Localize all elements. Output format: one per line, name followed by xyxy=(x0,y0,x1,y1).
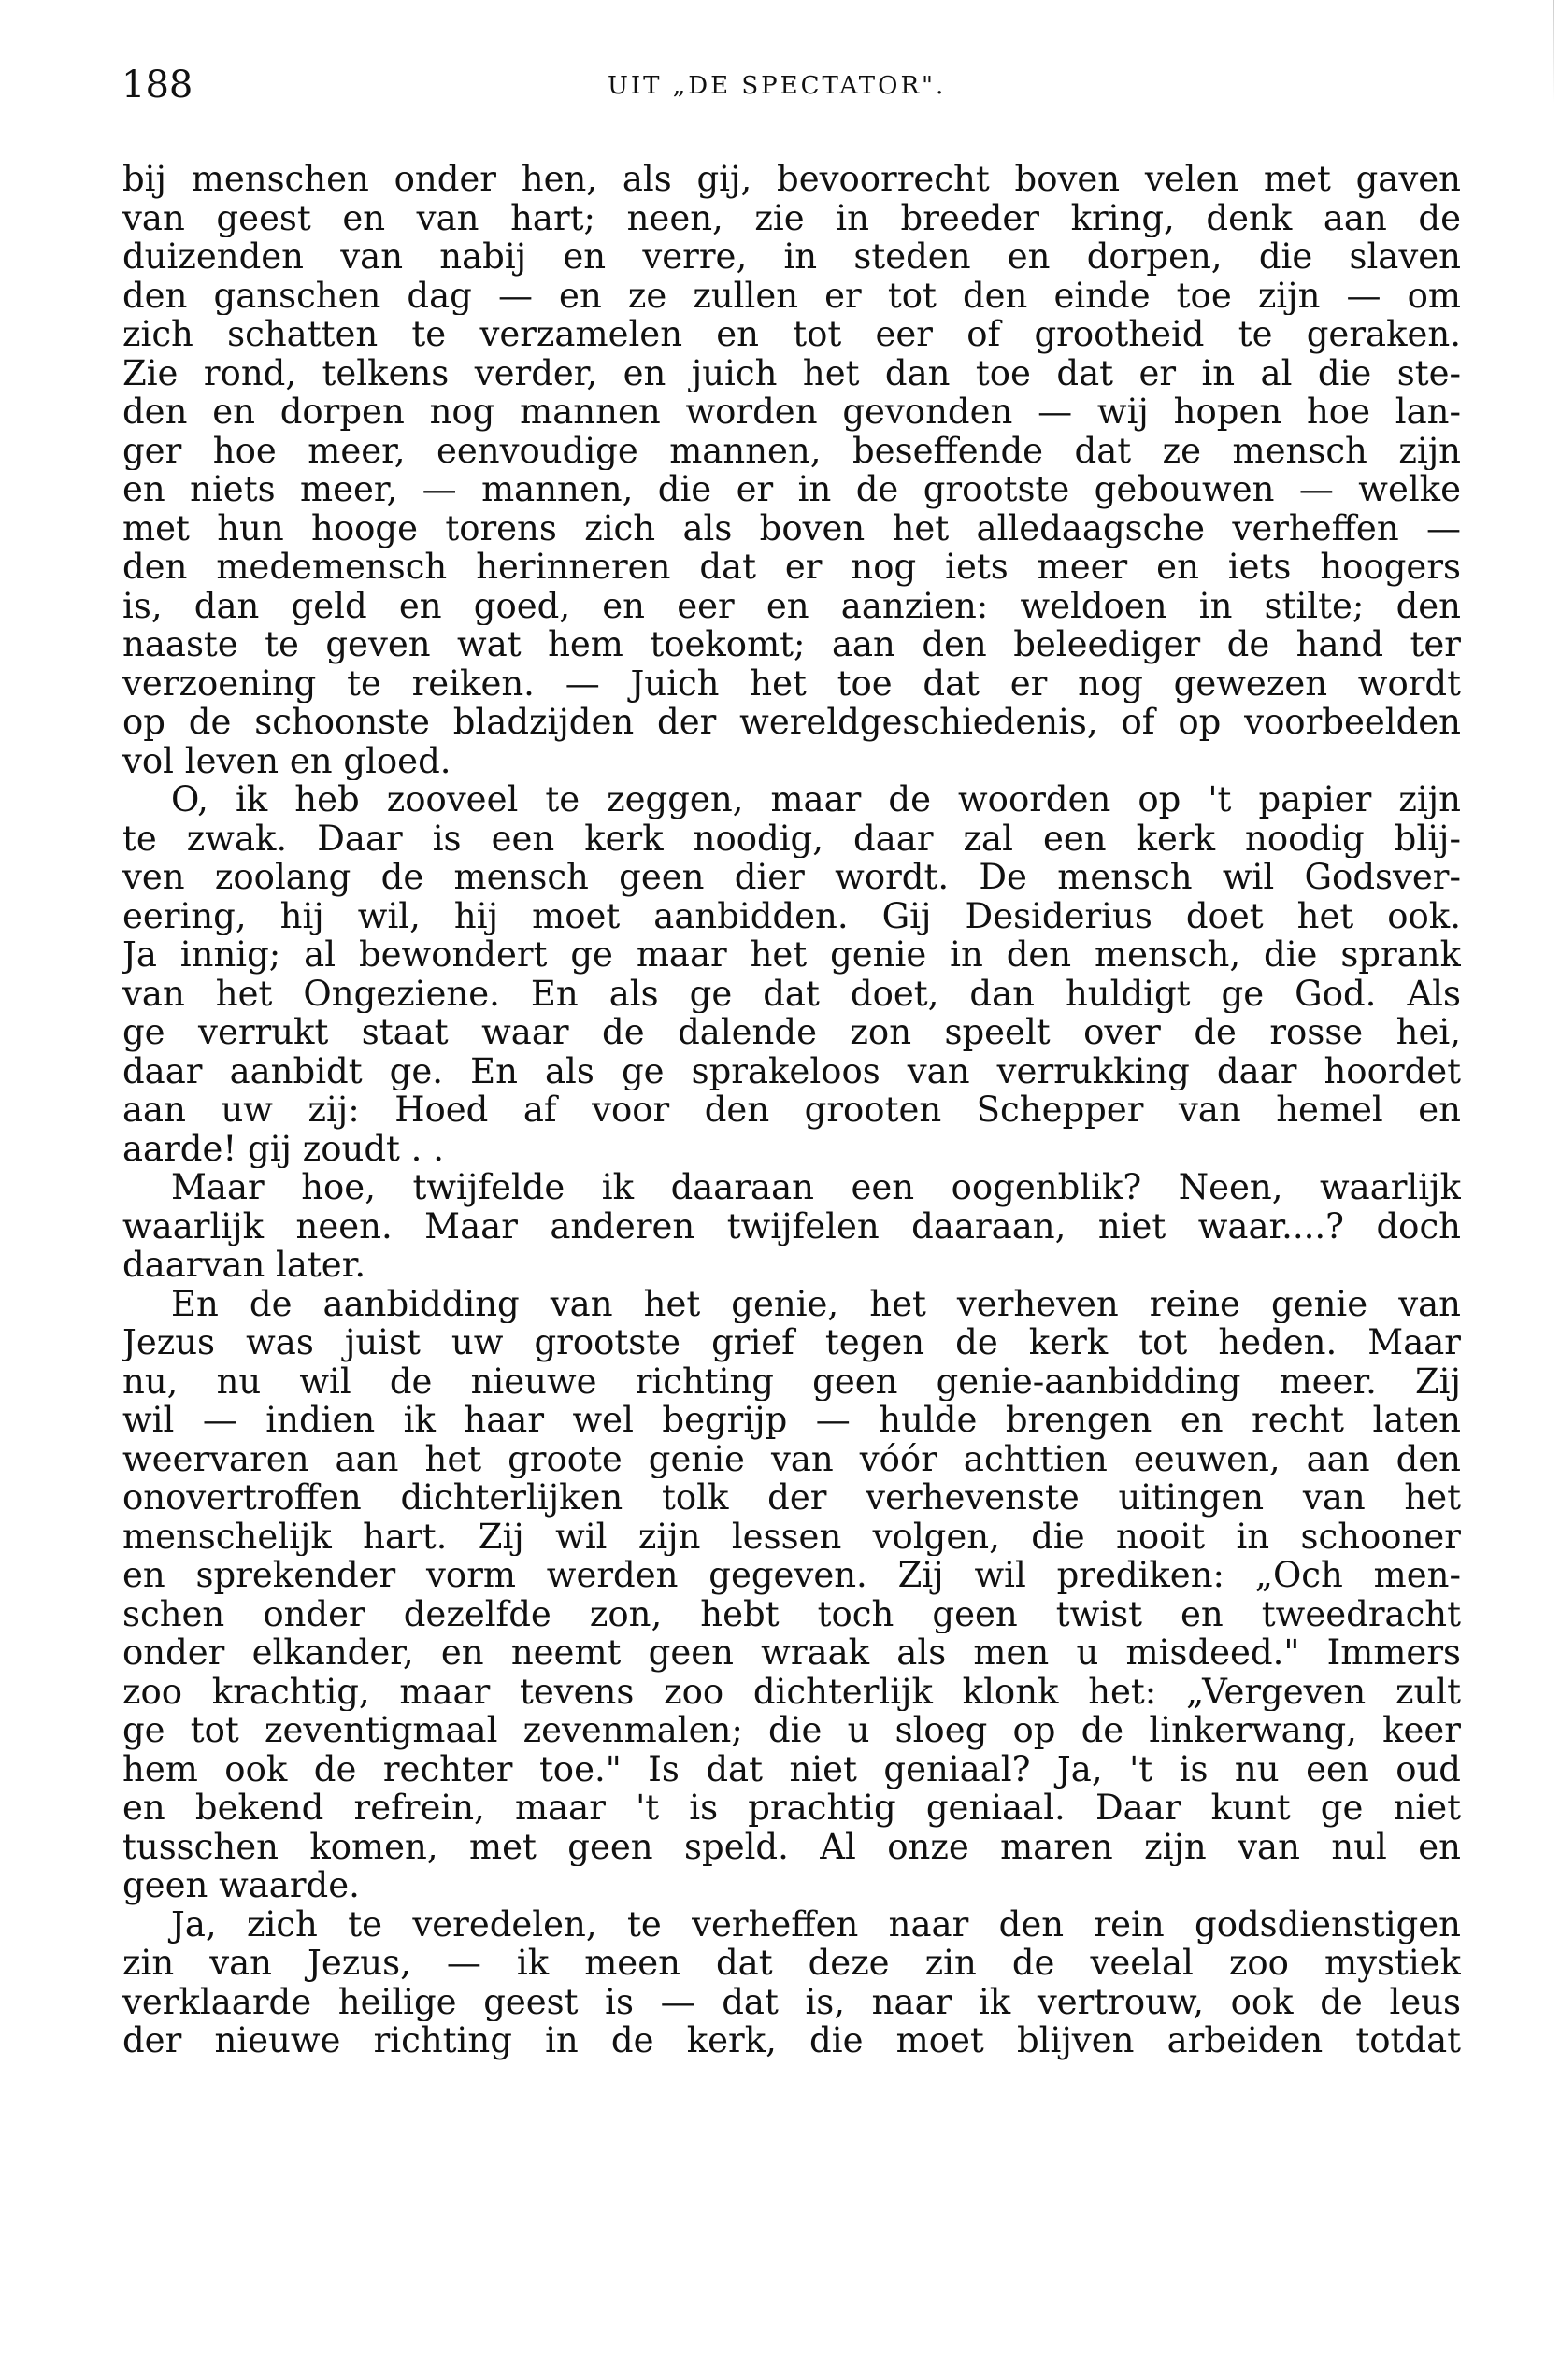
paragraph-last-line: aarde! gij zoudt . . xyxy=(122,1129,444,1168)
text-line: is, dan geld en goed, en eer en aanzien: weldoen in stilte; den xyxy=(122,586,1461,625)
text-line: ger hoe meer, eenvoudige mannen, beseffende dat ze mensch zijn xyxy=(122,431,1461,470)
text-line: zin van Jezus, — ik meen dat deze zin de veelal zoo mystiek xyxy=(122,1944,1461,1983)
paragraph-last-line: vol leven en gloed. xyxy=(122,741,451,780)
text-line: duizenden van nabij en verre, in steden en dorpen, die slaven xyxy=(122,237,1461,277)
scan-edge-mark xyxy=(1553,0,1554,103)
text-line: Jezus was juist uw grootste grief tegen de kerk tot heden. Maar xyxy=(122,1323,1461,1362)
text-line: ven zoolang de mensch geen dier wordt. De mensch wil Godsver- xyxy=(122,858,1461,897)
text-line: nu, nu wil de nieuwe richting geen genie-aanbidding meer. Zij xyxy=(122,1361,1461,1401)
text-line: van geest en van hart; neen, zie in breeder kring, denk aan de xyxy=(122,198,1461,237)
text-line: menschelijk hart. Zij wil zijn lessen volgen, die nooit in schooner xyxy=(122,1517,1461,1556)
text-line: tusschen komen, met geen speld. Al onze maren zijn van nul en xyxy=(122,1827,1461,1866)
text-line: verzoening te reiken. — Juich het toe dat er nog gewezen wordt xyxy=(122,663,1461,703)
text-line: en sprekender vorm werden gegeven. Zij wil prediken: „Och men- xyxy=(122,1556,1461,1595)
body-text xyxy=(122,160,1461,2060)
text-line: van het Ongeziene. En als ge dat doet, dan huldigt ge God. Als xyxy=(122,974,1461,1013)
text-line: eering, hij wil, hij moet aanbidden. Gij Desiderius doet het ook. xyxy=(122,896,1461,935)
text-line: onovertroffen dichterlijken tolk der verhevenste uitingen van het xyxy=(122,1478,1461,1518)
text-line: en bekend refrein, maar 't is prachtig geniaal. Daar kunt ge niet xyxy=(122,1789,1461,1828)
text-line: onder elkander, en neemt geen wraak als men u misdeed." Immers xyxy=(122,1633,1461,1673)
text-line: den ganschen dag — en ze zullen er tot den einde toe zijn — om xyxy=(122,276,1461,315)
paragraph-last-line: daarvan later. xyxy=(122,1246,366,1285)
text-line: Zie rond, telkens verder, en juich het dan toe dat er in al die ste- xyxy=(122,353,1461,392)
paragraph-last-line: geen waarde. xyxy=(122,1866,360,1905)
paragraph-first-line: O, ik heb zooveel te zeggen, maar de woorden op 't papier zijn xyxy=(171,780,1461,819)
text-line: der nieuwe richting in de kerk, die moet blijven arbeiden totdat xyxy=(122,2021,1461,2060)
page-number: 188 xyxy=(122,64,193,107)
text-line: zich schatten te verzamelen en tot eer of grootheid te geraken. xyxy=(122,315,1461,354)
text-line: aan uw zij: Hoed af voor den grooten Schepper van hemel en xyxy=(122,1090,1461,1130)
paragraph-first-line: Ja, zich te veredelen, te verheffen naar den rein godsdienstigen xyxy=(171,1904,1461,1944)
text-line: schen onder dezelfde zon, hebt toch geen twist en tweedracht xyxy=(122,1594,1461,1633)
text-line: ge verrukt staat waar de dalende zon speelt over de rosse hei, xyxy=(122,1013,1461,1052)
text-line: den medemensch herinneren dat er nog iets meer en iets hoogers xyxy=(122,548,1461,587)
text-line: te zwak. Daar is een kerk noodig, daar zal een kerk noodig blij- xyxy=(122,819,1461,858)
text-line: hem ook de rechter toe." Is dat niet geniaal? Ja, 't is nu een oud xyxy=(122,1749,1461,1789)
text-line: met hun hooge torens zich als boven het alledaagsche verheffen — xyxy=(122,508,1461,548)
text-line: daar aanbidt ge. En als ge sprakeloos van verrukking daar hoordet xyxy=(122,1051,1461,1090)
text-line: op de schoonste bladzijden der wereldgeschiedenis, of op voorbeelden xyxy=(122,703,1461,742)
running-title: UIT „DE SPECTATOR". xyxy=(608,72,947,100)
text-line: en niets meer, — mannen, die er in de grootste gebouwen — welke xyxy=(122,470,1461,509)
text-line: waarlijk neen. Maar anderen twijfelen daaraan, niet waar....? doch xyxy=(122,1206,1461,1246)
paragraph-first-line: Maar hoe, twijfelde ik daaraan een oogenblik? Neen, waarlijk xyxy=(171,1168,1461,1207)
text-line: weervaren aan het groote genie van vóór achttien eeuwen, aan den xyxy=(122,1439,1461,1478)
text-line: zoo krachtig, maar tevens zoo dichterlijk klonk het: „Vergeven zult xyxy=(122,1672,1461,1711)
text-line: den en dorpen nog mannen worden gevonden — wij hopen hoe lan- xyxy=(122,392,1461,432)
text-line: naaste te geven wat hem toekomt; aan den beleediger de hand ter xyxy=(122,625,1461,664)
text-line: ge tot zeventigmaal zevenmalen; die u sloeg op de linkerwang, keer xyxy=(122,1711,1461,1750)
running-header xyxy=(122,62,1458,108)
text-line: bij menschen onder hen, als gij, bevoorrecht boven velen met gaven xyxy=(122,160,1461,199)
paragraph-first-line: En de aanbidding van het genie, het verheven reine genie van xyxy=(171,1284,1461,1323)
text-line: Ja innig; al bewondert ge maar het genie in den mensch, die sprank xyxy=(122,935,1461,975)
text-line: verklaarde heilige geest is — dat is, naar ik vertrouw, ook de leus xyxy=(122,1982,1461,2021)
text-line: wil — indien ik haar wel begrijp — hulde brengen en recht laten xyxy=(122,1401,1461,1440)
